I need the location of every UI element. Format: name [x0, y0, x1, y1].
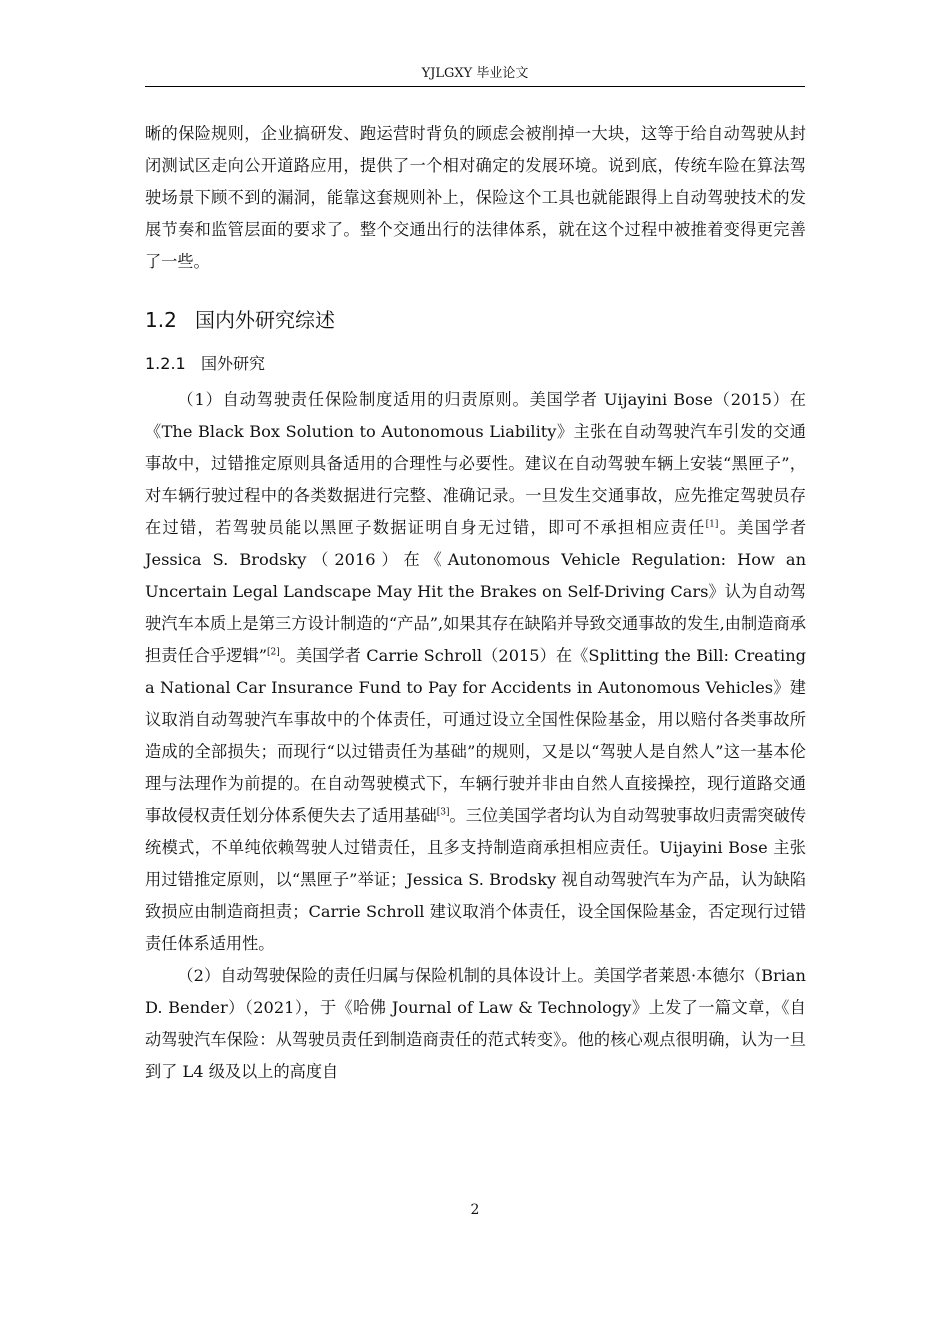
paragraph-1: [145, 384, 806, 960]
section-heading: [145, 300, 806, 340]
paragraph-1-part-1: （1）自动驾驶责任保险制度适用的归责原则。美国学者 Uijayini Bose（2015）在《The Black Box Solution to Autonomous Liability》主张在自动驾驶汽车引发的交通事故中，过错推定原则具备适用的合理性与必要性。建议在自动驾驶车辆上安装“黑匣子”，对车辆行驶过程中的各类数据进行完整、准确记录。一旦发生交通事故，应先推定驾驶员存在过错，若驾驶员能以黑匣子数据证明自身无过错，即可不承担相应责任: [145, 390, 806, 537]
paragraph-1-part-2: 。美国学者 Jessica S. Brodsky（2016）在《Autonomous Vehicle Regulation: How an Uncertain Legal Landscape May Hit the Brakes on Self-Driving Cars》认为自动驾驶汽车本质上是第三方设计制造的“产品”,如果其存在缺陷并导致交通事故的发生,由制造商承担责任合乎逻辑”: [145, 518, 807, 665]
paragraph-2: （2）自动驾驶保险的责任归属与保险机制的具体设计上。美国学者莱恩·本德尔（Brian D. Bender）（2021），于《哈佛 Journal of Law & Technology》上发了一篇文章，《自动驾驶汽车保险：从驾驶员责任到制造商责任的范式转变》。他的核心观点很明确，认为一旦到了 L4 级及以上的高度自: [145, 966, 806, 1081]
subsection-heading: [145, 344, 806, 384]
citation-3: [3]: [436, 807, 450, 818]
citation-1: [1]: [705, 519, 719, 530]
page-number: 2: [470, 1202, 480, 1218]
subsection-number: 1.2.1: [145, 354, 186, 373]
paragraph-1-part-4: 。三位美国学者均认为自动驾驶事故归责需突破传统模式，不单纯依赖驾驶人过错责任，且多支持制造商承担相应责任。Uijayini Bose 主张用过错推定原则，以“黑匣子”举证；Jessica S. Brodsky 视自动驾驶汽车为产品，认为缺陷致损应由制造商担责；Carrie Schroll 建议取消个体责任，设全国保险基金，否定现行过错责任体系适用性。: [145, 806, 807, 953]
section-number: 1.2: [145, 308, 177, 332]
intro-paragraph: 晰的保险规则，企业搞研发、跑运营时背负的顾虑会被削掉一大块，这等于给自动驾驶从封闭测试区走向公开道路应用，提供了一个相对确定的发展环境。说到底，传统车险在算法驾驶场景下顾不到的漏洞，能靠这套规则补上，保险这个工具也就能跟得上自动驾驶技术的发展节奏和监管层面的要求了。整个交通出行的法律体系，就在这个过程中被推着变得更完善了一些。: [145, 124, 806, 271]
section-title: 国内外研究综述: [195, 308, 335, 332]
page-header: YJLGXY 毕业论文: [145, 62, 805, 87]
subsection-title: 国外研究: [201, 354, 266, 373]
paragraph-1-part-3: 。美国学者 Carrie Schroll（2015）在《Splitting the Bill: Creating a National Car Insurance Fund to Pay for Accidents in Autonomous Vehicles》建议取消自动驾驶汽车事故中的个体责任，可通过设立全国性保险基金，用以赔付各类事故所造成的全部损失；而现行“以过错责任为基础”的规则，又是以“驾驶人是自然人”这一基本伦理与法理作为前提的。在自动驾驶模式下，车辆行驶并非由自然人直接操控，现行道路交通事故侵权责任划分体系便失去了适用基础: [145, 646, 806, 825]
citation-2: [2]: [266, 647, 280, 658]
page-content: [145, 118, 806, 1088]
